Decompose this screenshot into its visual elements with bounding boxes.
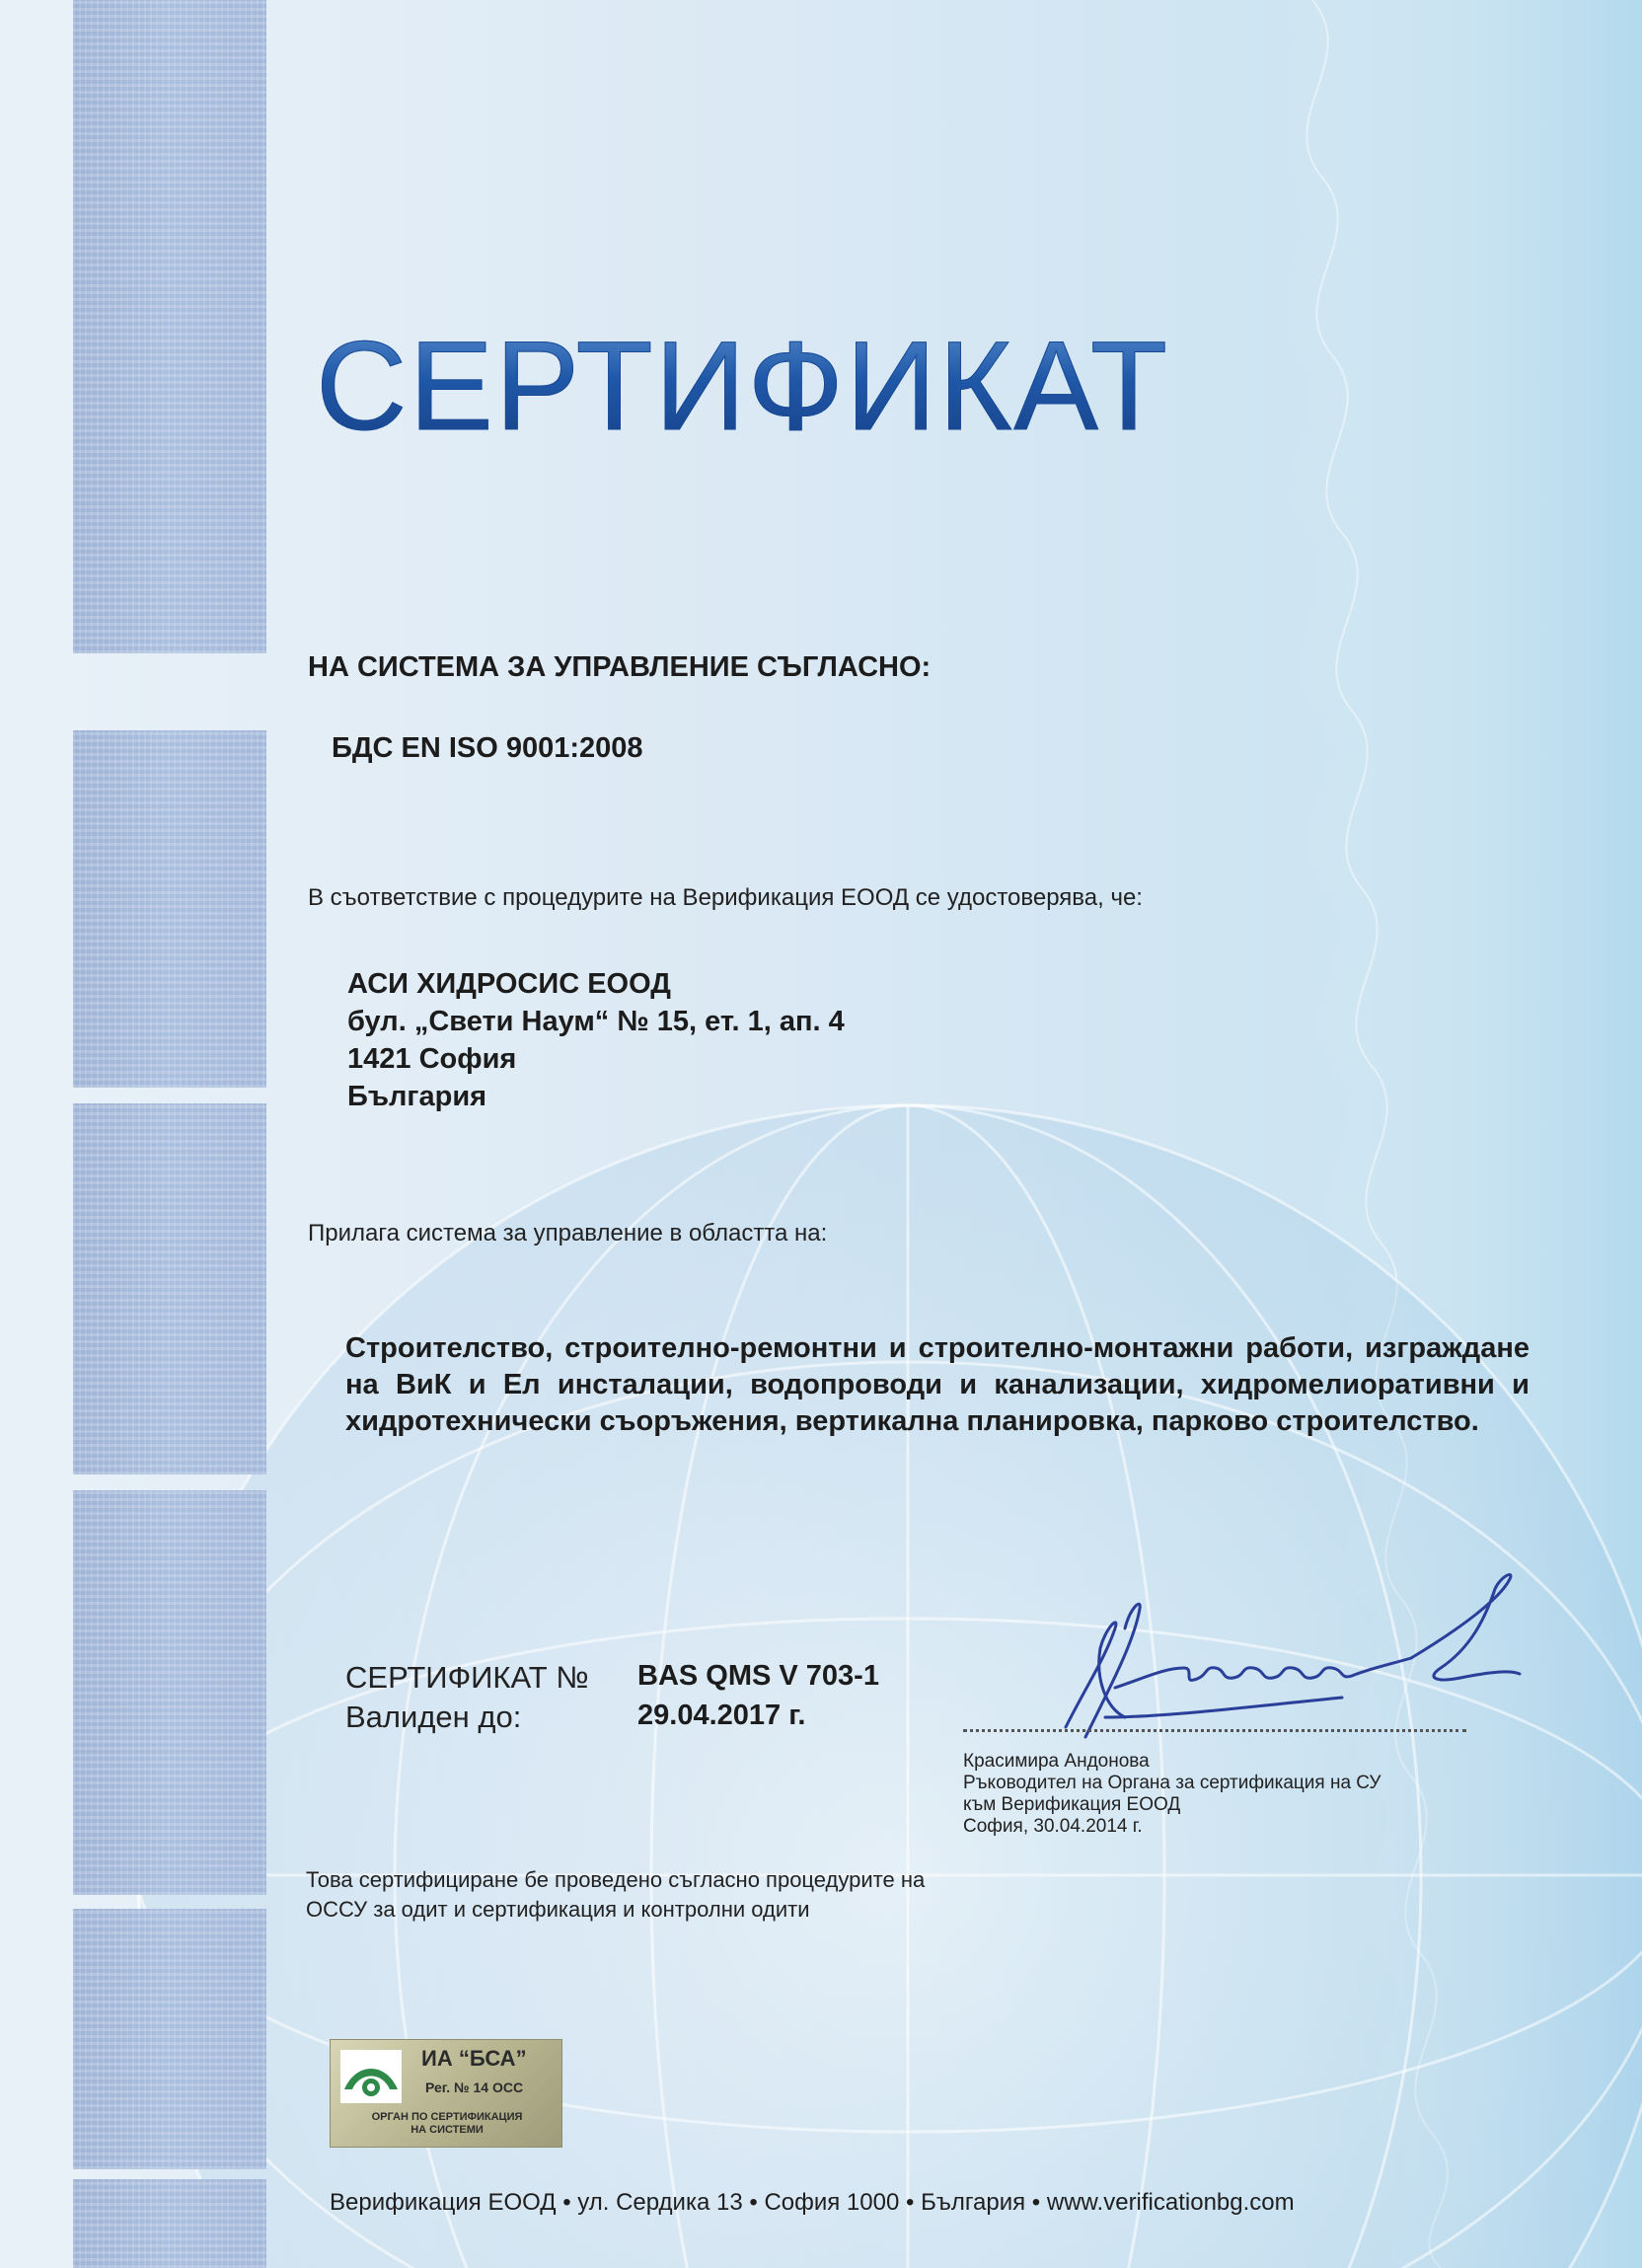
company-address	[347, 965, 845, 1115]
decor-strip	[73, 730, 266, 1088]
footer-contact: Верификация ЕООД • ул. Сердика 13 • София 1000 • България • www.verificationbg.com	[330, 2189, 1295, 2216]
certificate-number: BAS QMS V 703-1	[637, 1660, 879, 1692]
signer-name: Красимира Андонова	[963, 1751, 1150, 1772]
signature-line	[963, 1729, 1466, 1732]
badge-title: ИА “БСА”	[421, 2046, 527, 2071]
system-heading: НА СИСТЕМА ЗА УПРАВЛЕНИЕ СЪГЛАСНО:	[308, 651, 932, 683]
eye-logo-icon	[340, 2050, 402, 2103]
certificate-number-label: СЕРТИФИКАТ №	[345, 1660, 589, 1695]
applies-label: Прилага система за управление в областта на:	[308, 1220, 828, 1247]
certification-note	[306, 1865, 925, 1925]
decor-strip	[73, 0, 266, 653]
badge-registration: Рег. № 14 ОСС	[425, 2079, 524, 2095]
scope-text: Строителство, строително-ремонтни и строително-монтажни работи, изграждане на ВиК и Ел инсталации, водопроводи и канализации, хидромелиоративни и хидротехнически съоръжения, вертикална планировка, парково строителство.	[345, 1332, 1530, 1437]
valid-until-label: Валиден до:	[345, 1700, 522, 1734]
valid-until-date: 29.04.2017 г.	[637, 1700, 806, 1731]
certificate-title: СЕРТИФИКАТ	[316, 316, 1170, 457]
intro-text: В съответствие с процедурите на Верификация ЕООД се удостоверява, че:	[308, 884, 1143, 911]
note-line-1: Това сертифициране бе проведено съгласно процедурите на	[306, 1867, 926, 1892]
company-street: бул. „Свети Наум“ № 15, ет. 1, ап. 4	[347, 1006, 845, 1037]
company-city: 1421 София	[347, 1043, 517, 1075]
badge-caption-line-2: НА СИСТЕМИ	[410, 2124, 484, 2136]
decor-strip	[73, 1490, 266, 1895]
badge-caption	[331, 2111, 563, 2137]
standard-name: БДС EN ISO 9001:2008	[332, 732, 643, 764]
decor-strip	[73, 1103, 266, 1474]
note-line-2: ОССУ за одит и сертификация и контролни одити	[306, 1897, 810, 1922]
signer-block	[963, 1751, 1381, 1838]
signer-role: Ръководител на Органа за сертификация на СУ	[963, 1773, 1381, 1793]
company-country: България	[347, 1081, 487, 1112]
signature-image	[1046, 1569, 1539, 1767]
company-name: АСИ ХИДРОСИС ЕООД	[347, 968, 671, 1000]
accreditation-badge	[330, 2039, 562, 2148]
signer-org: към Верификация ЕООД	[963, 1794, 1181, 1815]
decor-strip	[73, 1909, 266, 2169]
decor-strip	[73, 2179, 266, 2268]
signer-place-date: София, 30.04.2014 г.	[963, 1816, 1143, 1837]
badge-caption-line-1: ОРГАН ПО СЕРТИФИКАЦИЯ	[371, 2111, 523, 2123]
